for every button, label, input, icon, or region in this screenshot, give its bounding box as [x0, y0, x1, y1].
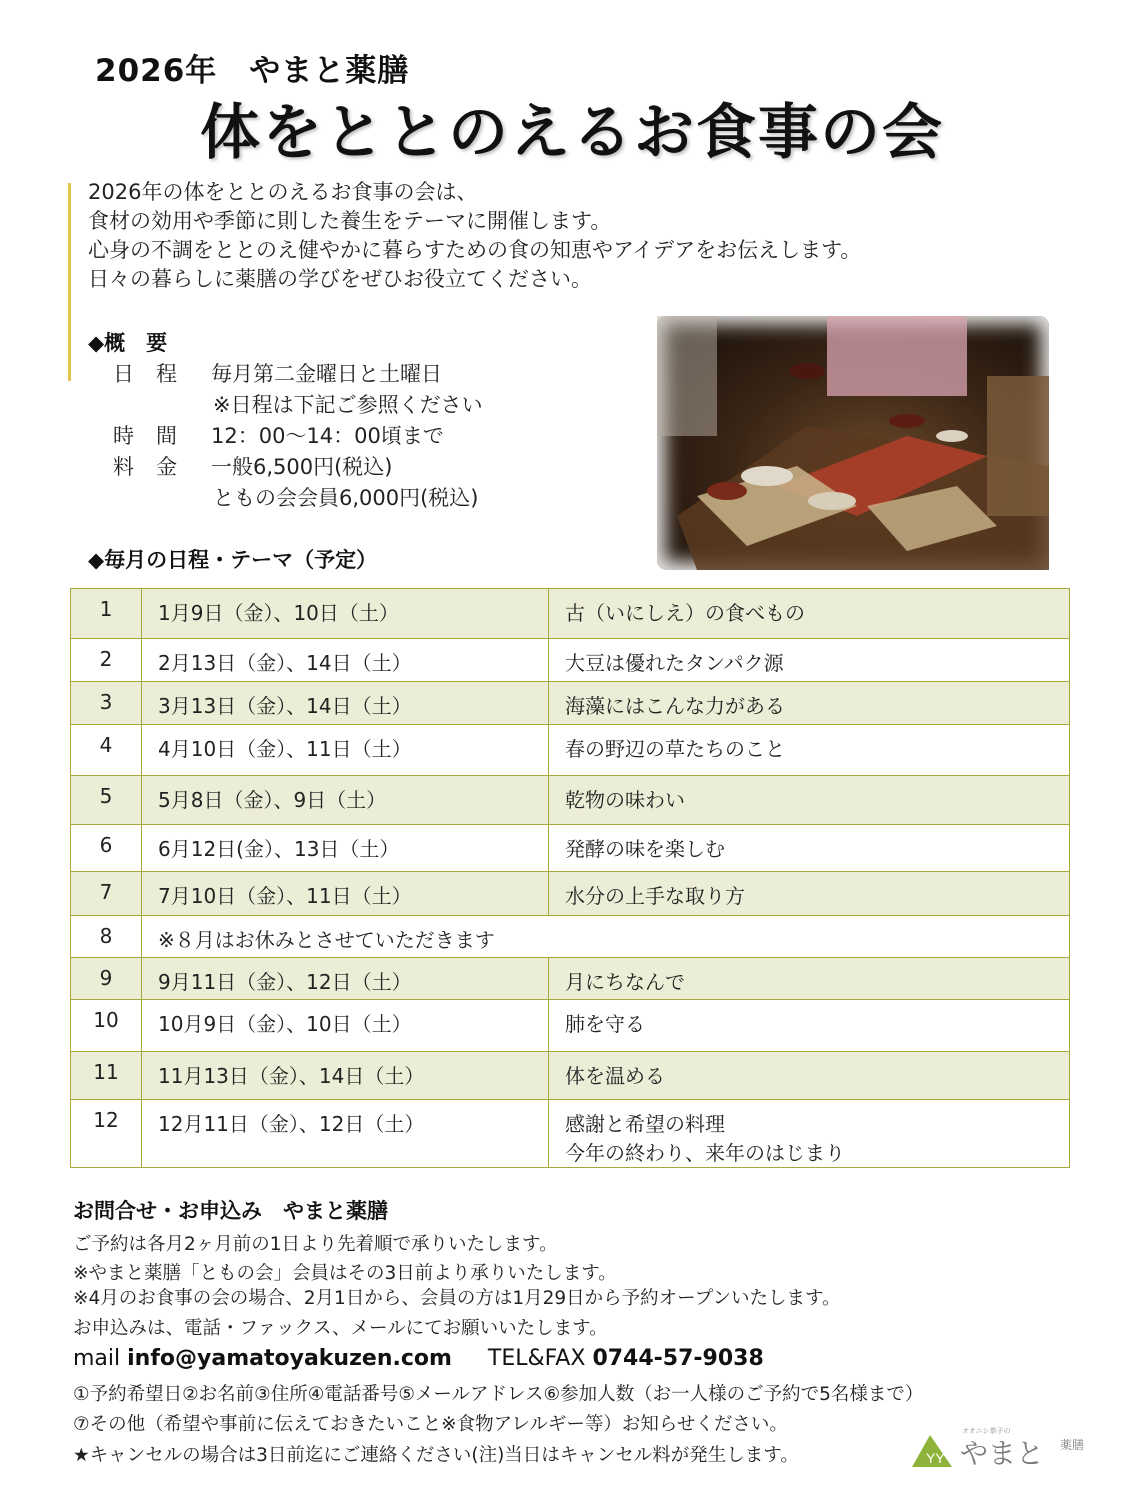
- contact-line: ※4月のお食事の会の場合、2月1日から、会員の方は1月29日から予約オープンいたします。: [73, 1288, 841, 1309]
- row-theme: 月にちなんで: [549, 958, 1070, 1000]
- contact-heading: お問合せ・お申込み やまと薬膳: [73, 1199, 388, 1223]
- table-row: [71, 1000, 1070, 1052]
- intro-line: 2026年の体をととのえるお食事の会は、: [88, 180, 478, 204]
- logo-side-text: 薬膳: [1060, 1438, 1085, 1452]
- row-number: 7: [71, 872, 142, 916]
- row-date: 10月9日（金）、10日（土）: [142, 1000, 549, 1052]
- row-date: 5月8日（金）、9日（土）: [142, 776, 549, 825]
- row-theme: 大豆は優れたタンパク源: [549, 639, 1070, 682]
- overview-heading: ◆概 要: [88, 331, 168, 355]
- contact-line: ※やまと薬膳「ともの会」会員はその3日前より承りいたします。: [73, 1263, 617, 1284]
- overview-fee-label: 料金: [113, 455, 199, 479]
- mail-label: mail: [73, 1346, 121, 1371]
- row-date: 6月12日(金）、13日（土）: [142, 825, 549, 872]
- row-number: 6: [71, 825, 142, 872]
- row-theme: [549, 1100, 1070, 1168]
- row-theme: 春の野辺の草たちのこと: [549, 725, 1070, 776]
- overview-schedule-label: 日程: [113, 362, 199, 386]
- row-number: 12: [71, 1100, 142, 1168]
- row-date: 2月13日（金）、14日（土）: [142, 639, 549, 682]
- row-number: 9: [71, 958, 142, 1000]
- row-date: 1月9日（金）、10日（土）: [142, 589, 549, 639]
- row-number: 10: [71, 1000, 142, 1052]
- table-row: [71, 825, 1070, 872]
- event-year-title: 2026年 やまと薬膳: [95, 53, 410, 89]
- application-items-line: ①予約希望日②お名前③住所④電話番号⑤メールアドレス⑥参加人数（お一人様のご予約で5名様まで）: [73, 1384, 924, 1405]
- table-row: [71, 725, 1070, 776]
- overview-time-value: 12：00～14：00頃まで: [211, 424, 444, 448]
- overview-fee-general: 一般6,500円(税込): [211, 455, 393, 479]
- row-number: 8: [71, 916, 142, 958]
- row-note: ※８月はお休みとさせていただきます: [142, 916, 1070, 958]
- overview-time: [113, 420, 444, 450]
- overview-schedule-value: 毎月第二金曜日と土曜日: [211, 362, 442, 386]
- row-date: 3月13日（金）、14日（土）: [142, 682, 549, 725]
- overview-time-label: 時間: [113, 424, 199, 448]
- dining-photo: [657, 316, 1049, 570]
- schedule-heading: ◆毎月の日程・テーマ（予定）: [88, 548, 378, 572]
- row-theme-line: 今年の終わり、来年のはじまり: [565, 1141, 845, 1165]
- svg-text:YY: YY: [926, 1450, 945, 1466]
- overview-schedule-note: ※日程は下記ご参照ください: [213, 393, 483, 417]
- row-theme: 海藻にはこんな力がある: [549, 682, 1070, 725]
- contact-line: お申込みは、電話・ファックス、メールにてお願いいたします。: [73, 1318, 608, 1339]
- intro-line: 食材の効用や季節に則した養生をテーマに開催します。: [88, 209, 612, 233]
- intro-accent-bar: [68, 183, 71, 381]
- row-date: 9月11日（金）、12日（土）: [142, 958, 549, 1000]
- table-row: [71, 776, 1070, 825]
- cancel-policy: ★キャンセルの場合は3日前迄にご連絡ください(注)当日はキャンセル料が発生します。: [73, 1445, 799, 1466]
- row-date: 7月10日（金）、11日（土）: [142, 872, 549, 916]
- intro-paragraph: [88, 178, 861, 294]
- row-date: 12月11日（金）、12日（土）: [142, 1100, 549, 1168]
- table-row: [71, 958, 1070, 1000]
- intro-line: 心身の不調をととのえ健やかに暮らすための食の知恵やアイデアをお伝えします。: [88, 238, 862, 262]
- overview-schedule: [113, 358, 442, 388]
- contact-line: ご予約は各月2ヶ月前の1日より先着順で承りいたします。: [73, 1234, 558, 1255]
- row-theme-line: 感謝と希望の料理: [565, 1112, 725, 1136]
- row-number: 3: [71, 682, 142, 725]
- row-theme: 肺を守る: [549, 1000, 1070, 1052]
- overview-fee-member: ともの会会員6,000円(税込): [213, 486, 479, 510]
- row-number: 4: [71, 725, 142, 776]
- row-date: 4月10日（金）、11日（土）: [142, 725, 549, 776]
- row-number: 2: [71, 639, 142, 682]
- logo-graphic: [912, 1425, 1085, 1475]
- contact-info-row: [73, 1346, 764, 1371]
- row-number: 1: [71, 589, 142, 639]
- row-date: 11月13日（金）、14日（土）: [142, 1052, 549, 1100]
- application-items-line: ⑦その他（希望や事前に伝えておきたいこと※食物アレルギー等）お知らせください。: [73, 1414, 788, 1435]
- tel-number[interactable]: 0744-57-9038: [592, 1346, 764, 1371]
- tel-label: TEL&FAX: [487, 1346, 586, 1371]
- row-number: 11: [71, 1052, 142, 1100]
- table-row: [71, 1052, 1070, 1100]
- yamato-yakuzen-logo: [912, 1425, 1085, 1475]
- table-row: [71, 916, 1070, 958]
- row-theme: 水分の上手な取り方: [549, 872, 1070, 916]
- dining-photo-illustration: [657, 316, 1049, 570]
- row-theme: 体を温める: [549, 1052, 1070, 1100]
- logo-small-text: オオニシ恭子の: [962, 1427, 1011, 1435]
- table-row: [71, 589, 1070, 639]
- page-title: 体をととのえるお食事の会: [200, 98, 944, 168]
- row-theme: 発酵の味を楽しむ: [549, 825, 1070, 872]
- logo-main-text: やまと: [960, 1437, 1045, 1470]
- intro-line: 日々の暮らしに薬膳の学びをぜひお役立てください。: [88, 267, 592, 291]
- overview-fee: [113, 451, 393, 481]
- row-theme: 乾物の味わい: [549, 776, 1070, 825]
- schedule-table: [70, 588, 1070, 1168]
- mail-link[interactable]: info@yamatoyakuzen.com: [127, 1346, 452, 1371]
- table-row: [71, 682, 1070, 725]
- row-number: 5: [71, 776, 142, 825]
- row-theme: 古（いにしえ）の食べもの: [549, 589, 1070, 639]
- table-row: [71, 872, 1070, 916]
- table-row: [71, 639, 1070, 682]
- table-row: [71, 1100, 1070, 1168]
